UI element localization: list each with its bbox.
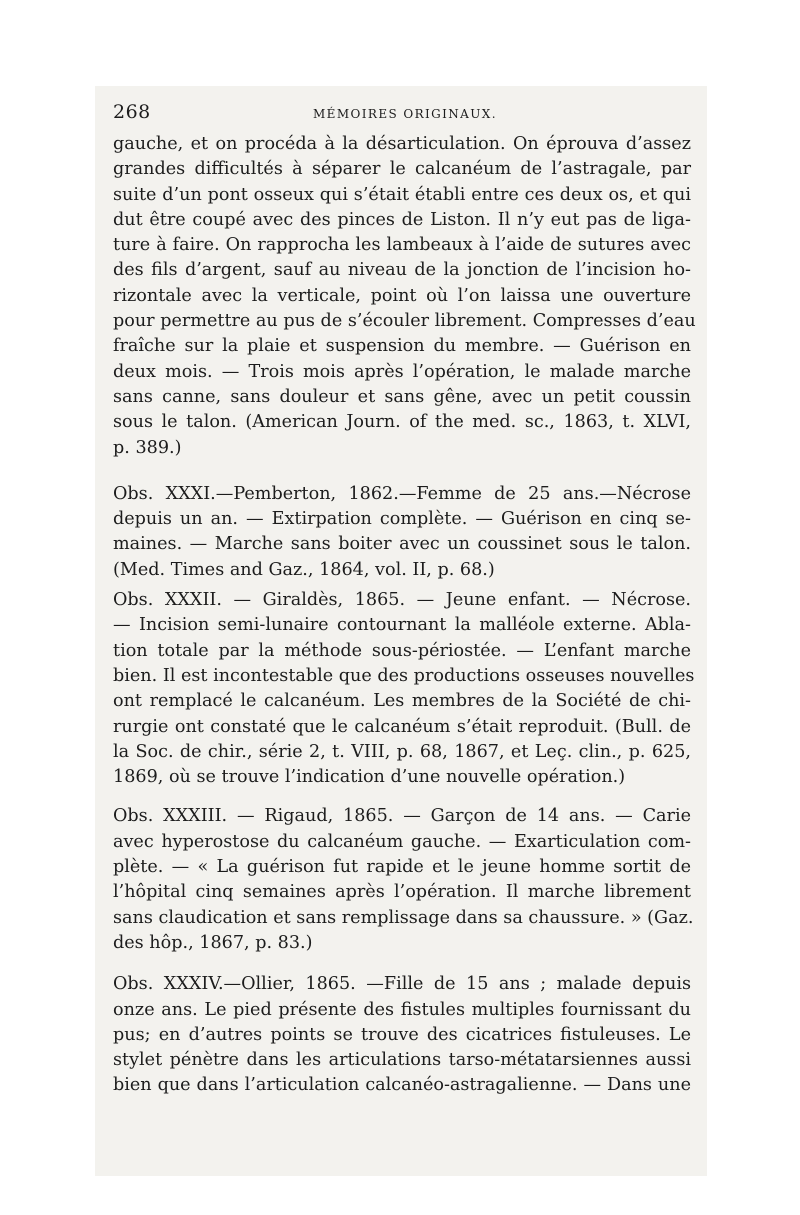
- text-line: Obs. XXXII. — Giraldès, 1865. — Jeune enfant. — Nécrose.: [113, 590, 691, 611]
- text-line: pus; en d’autres points se trouve des cicatrices fistuleuses. Le: [113, 1024, 691, 1045]
- text-line: (Med. Times and Gaz., 1864, vol. II, p. 68.): [113, 559, 495, 580]
- text-line: p. 389.): [113, 437, 182, 458]
- observation-33: [113, 804, 694, 956]
- text-line: Obs. XXXIII. — Rigaud, 1865. — Garçon de 14 ans. — Carie: [113, 806, 691, 827]
- text-line: bien. Il est incontestable que des productions osseuses nouvelles: [113, 665, 695, 686]
- paragraph-continuation: [113, 132, 696, 461]
- text-line: des hôp., 1867, p. 83.): [113, 932, 313, 953]
- observation-32: [113, 588, 695, 790]
- text-line: maines. — Marche sans boiter avec un coussinet sous le talon.: [113, 534, 691, 555]
- text-line: sans canne, sans douleur et sans gêne, avec un petit coussin: [113, 386, 691, 407]
- text-line: stylet pénètre dans les articulations tarso-métatarsiennes aussi: [113, 1050, 691, 1071]
- text-line: grandes difficultés à séparer le calcanéum de l’astragale, par: [113, 159, 691, 180]
- text-line: l’hôpital cinq semaines après l’opération. Il marche librement: [113, 882, 691, 903]
- observation-34: [113, 972, 691, 1098]
- text-line: fraîche sur la plaie et suspension du membre. — Guérison en: [113, 336, 691, 357]
- text-line: depuis un an. — Extirpation complète. — Guérison en cinq se-: [113, 509, 691, 530]
- observation-31: [113, 482, 691, 583]
- text-line: Obs. XXXIV.—Ollier, 1865. —Fille de 15 ans ; malade depuis: [113, 974, 691, 995]
- text-line: onze ans. Le pied présente des fistules multiples fournissant du: [113, 999, 691, 1020]
- running-head: MÉMOIRES ORIGINAUX.: [313, 107, 497, 121]
- text-line: ont remplacé le calcanéum. Les membres de la Société de chi-: [113, 691, 691, 712]
- text-line: plète. — « La guérison fut rapide et le jeune homme sortit de: [113, 857, 691, 878]
- text-line: avec hyperostose du calcanéum gauche. — Exarticulation com-: [113, 831, 691, 852]
- text-line: tion totale par la méthode sous-périostée. — L’enfant marche: [113, 640, 691, 661]
- text-line: gauche, et on procéda à la désarticulation. On éprouva d’assez: [113, 134, 691, 154]
- page-number: 268: [113, 101, 151, 123]
- text-line: dut être coupé avec des pinces de Liston. Il n’y eut pas de liga-: [113, 209, 691, 230]
- text-line: la Soc. de chir., série 2, t. VIII, p. 68, 1867, et Leç. clin., p. 625,: [113, 741, 691, 762]
- page-header: [113, 101, 693, 127]
- text-line: sans claudication et sans remplissage dans sa chaussure. » (Gaz.: [113, 907, 694, 928]
- text-line: rurgie ont constaté que le calcanéum s’était reproduit. (Bull. de: [113, 716, 691, 737]
- text-line: des fils d’argent, sauf au niveau de la jonction de l’incision ho-: [113, 260, 691, 281]
- text-line: 1869, où se trouve l’indication d’une nouvelle opération.): [113, 767, 626, 788]
- text-line: pour permettre au pus de s’écouler librement. Compresses d’eau: [113, 311, 696, 332]
- text-line: ture à faire. On rapprocha les lambeaux à l’aide de sutures avec: [113, 235, 691, 256]
- body-text: [113, 132, 696, 1099]
- text-line: — Incision semi-lunaire contournant la malléole externe. Abla-: [113, 615, 691, 636]
- text-line: sous le talon. (American Journ. of the med. sc., 1863, t. XLVI,: [113, 412, 691, 433]
- text-line: rizontale avec la verticale, point où l’on laissa une ouverture: [113, 285, 691, 306]
- text-line: bien que dans l’articulation calcanéo-astragalienne. — Dans une: [113, 1075, 691, 1096]
- text-line: suite d’un pont osseux qui s’était établi entre ces deux os, et qui: [113, 184, 691, 205]
- text-line: Obs. XXXI.—Pemberton, 1862.—Femme de 25 ans.—Nécrose: [113, 483, 691, 504]
- text-line: deux mois. — Trois mois après l’opération, le malade marche: [113, 361, 691, 382]
